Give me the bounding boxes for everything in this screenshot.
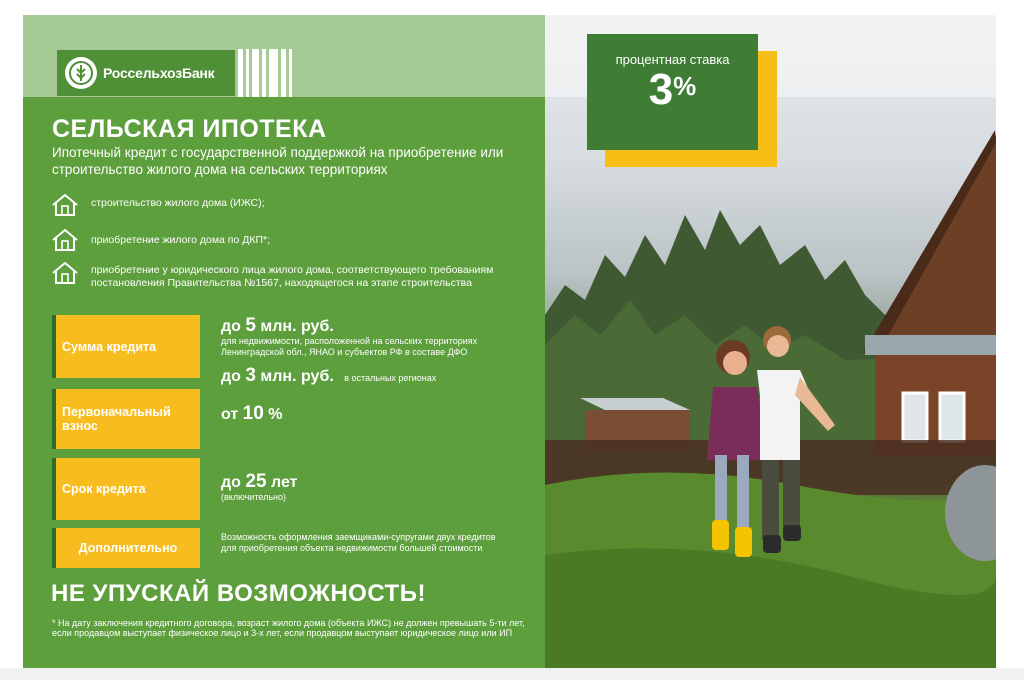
girl-face [723,351,747,375]
house-window [903,393,927,441]
rate-value: 3% [648,65,697,114]
boy-face [767,335,789,357]
feature-item [51,228,511,252]
boy-shoe [763,535,781,553]
call-to-action: НЕ УПУСКАЙ ВОЗМОЖНОСТЬ! [51,580,426,607]
girl-boot [712,520,729,550]
boy-shoe [783,525,801,541]
loan-amount-value-1: до 5 млн. руб. [221,315,334,336]
wheat-emblem-icon [65,57,97,89]
additional-text: Возможность оформления заемщиками-супругами двух кредитов для приобретения объекта недвижимости большей стоимости [221,532,496,553]
boy-leg [762,460,779,540]
feature-text: строительство жилого дома (ИЖС); [91,197,265,209]
footnote: * На дату заключения кредитного договора, возраст жилого дома (объекта ИЖС) не должен превышать 5-ти лет, если продавцом выступает физическое лицо и 3-х лет, если продавцом выступает юридическое лицо или ИП [52,618,525,638]
page-subtitle: Ипотечный кредит с государственной поддержкой на приобретение или строительство жилого дома на сельских территориях [52,145,504,177]
rate-badge [587,34,758,150]
boy-leg [783,460,800,530]
page-title: СЕЛЬСКАЯ ИПОТЕКА [52,115,327,143]
term-label: Срок кредита [52,458,200,520]
house-window [940,393,964,441]
down-payment-label: Первоначальный взнос [52,389,200,449]
brand-name: РоссельхозБанк [103,65,215,81]
term-note: (включительно) [221,492,286,502]
loan-amount-note-1: для недвижимости, расположенной на сельских территориях Ленинградской обл., ЯНАО и субъектов РФ в составе ДФО [221,336,478,357]
rural-mortgage-banner [23,15,996,668]
additional-label: Дополнительно [52,528,200,568]
house-icon [51,193,79,217]
feature-text: приобретение жилого дома по ДКП*; [91,234,271,246]
loan-amount-label: Сумма кредита [52,315,200,378]
feature-item [51,261,511,290]
feature-text: приобретение у юридического лица жилого дома, соответствующего требованиям постановления Правительства №1567, находящегося на этапе строительства [91,264,494,289]
page-bottom-strip [0,668,1024,680]
logo-stripes [238,49,304,97]
house-icon [51,261,79,285]
girl-scarf [707,387,767,460]
house-icon [51,228,79,252]
down-payment-value: от 10 % [221,403,283,424]
house-porch-roof [865,335,996,355]
rate-caption: процентная ставка [615,52,730,67]
loan-amount-value-2: до 3 млн. руб. в остальных регионах [221,365,437,386]
brand-logo [56,49,236,97]
feature-item [51,193,511,217]
girl-leg [737,455,749,530]
girl-leg [715,455,727,525]
term-value: до 25 лет [221,471,298,492]
girl-boot [735,527,752,557]
